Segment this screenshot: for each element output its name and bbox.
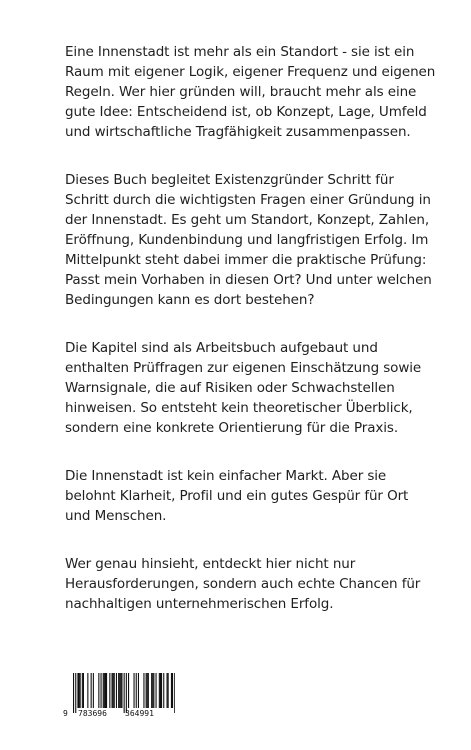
blurb-paragraph-5 — [65, 554, 421, 614]
barcode-bar — [138, 673, 139, 708]
barcode-bar — [116, 673, 117, 708]
barcode-bar — [83, 673, 84, 708]
barcode-bar — [152, 673, 153, 708]
barcode-bar — [146, 673, 147, 708]
barcode-bar — [143, 673, 144, 708]
barcode-bar — [124, 673, 125, 713]
barcode-bar — [79, 673, 80, 708]
text-line: gute Idee: Entscheidend ist, ob Konzept, Lage, Umfeld — [65, 104, 427, 120]
text-line: der Innenstadt. Es geht um Standort, Konzept, Zahlen, — [65, 212, 430, 228]
barcode-bar — [136, 673, 137, 708]
barcode-bar — [103, 673, 104, 708]
barcode-bar — [161, 673, 162, 708]
text-line: Wer genau hinsieht, entdeckt hier nicht nur — [65, 556, 356, 572]
barcode-bar — [128, 673, 129, 708]
text-line: Passt mein Vorhaben in diesen Ort? Und unter welchen — [65, 272, 432, 288]
text-line: Die Innenstadt ist kein einfacher Markt. Aber sie — [65, 468, 387, 484]
blurb-text — [65, 42, 436, 642]
barcode-bar — [87, 673, 88, 708]
barcode-bar — [93, 673, 94, 708]
barcode-bar — [112, 673, 113, 708]
barcode-bar — [119, 673, 120, 708]
barcode-bar — [153, 673, 154, 708]
barcode-bar — [109, 673, 110, 708]
text-line: hinweisen. So entsteht kein theoretischer Überblick, — [65, 400, 413, 416]
barcode-right-digits: 364991 — [125, 709, 154, 718]
text-line: Raum mit eigener Logik, eigener Frequenz und eigenen — [65, 64, 436, 80]
text-line: Die Kapitel sind als Arbeitsbuch aufgebaut und — [65, 340, 378, 356]
text-line: sondern eine konkrete Orientierung für die Praxis. — [65, 420, 399, 436]
text-line: Herausforderungen, sondern auch echte Chancen für — [65, 576, 421, 592]
barcode-bar — [82, 673, 83, 708]
barcode-bar — [121, 673, 122, 708]
blurb-paragraph-4 — [65, 466, 409, 526]
blurb-paragraph-1 — [65, 42, 436, 142]
barcode-bar — [118, 673, 119, 708]
barcode-bar — [134, 673, 135, 708]
blurb-paragraph-2 — [65, 170, 432, 310]
text-line: Dieses Buch begleitet Existenzgründer Schritt für — [65, 172, 394, 188]
barcode-bar — [147, 673, 148, 708]
barcode-bar — [167, 673, 168, 708]
text-line: Warnsignale, die auf Risiken oder Schwachstellen — [65, 380, 395, 396]
barcode-bar — [171, 673, 172, 708]
barcode-bar — [91, 673, 92, 708]
text-line: Mittelpunkt steht dabei immer die praktische Prüfung: — [65, 252, 427, 268]
barcode-bar — [113, 673, 114, 708]
text-line: enthalten Prüffragen zur eigenen Einschätzung sowie — [65, 360, 422, 376]
barcode-bar — [80, 673, 81, 708]
barcode-bar — [159, 673, 160, 708]
barcode-bar — [120, 673, 121, 708]
barcode-bar — [105, 673, 106, 708]
barcode-bar — [174, 673, 175, 713]
text-line: Bedingungen kann es dort bestehen? — [65, 292, 315, 308]
text-line: Regeln. Wer hier gründen will, braucht mehr als eine — [65, 84, 417, 100]
barcode-left-digits: 783696 — [78, 709, 107, 718]
text-line: belohnt Klarheit, Profil und ein gutes Gespür für Ort — [65, 488, 409, 504]
barcode-bar — [104, 673, 105, 708]
barcode-bar — [77, 673, 78, 708]
barcode-bar — [73, 673, 74, 713]
barcode-bar — [98, 673, 99, 708]
barcode-bar — [75, 673, 76, 713]
text-line: und Menschen. — [65, 508, 167, 524]
text-line: Eine Innenstadt ist mehr als ein Standort - sie ist ein — [65, 44, 415, 60]
blurb-paragraph-3 — [65, 338, 422, 438]
barcode-lead-digit: 9 — [63, 709, 68, 718]
barcode-bar — [126, 673, 127, 713]
text-line: und wirtschaftliche Tragfähigkeit zusammenpassen. — [65, 124, 411, 140]
barcode-bar — [106, 673, 107, 708]
barcode-bar — [101, 673, 102, 708]
barcode-bar — [172, 673, 173, 708]
barcode-bar — [163, 673, 164, 708]
barcode-bar — [156, 673, 157, 708]
barcode-bars — [65, 673, 175, 713]
isbn-barcode — [65, 673, 175, 719]
barcode-bar — [148, 673, 149, 708]
barcode-bar — [114, 673, 115, 708]
barcode-bar — [151, 673, 152, 708]
text-line: Schritt durch die wichtigsten Fragen einer Gründung in — [65, 192, 431, 208]
barcode-bar — [168, 673, 169, 708]
text-line: nachhaltigen unternehmerischen Erfolg. — [65, 596, 334, 612]
text-line: Eröffnung, Kundenbindung und langfristigen Erfolg. Im — [65, 232, 429, 248]
barcode-bar — [160, 673, 161, 708]
